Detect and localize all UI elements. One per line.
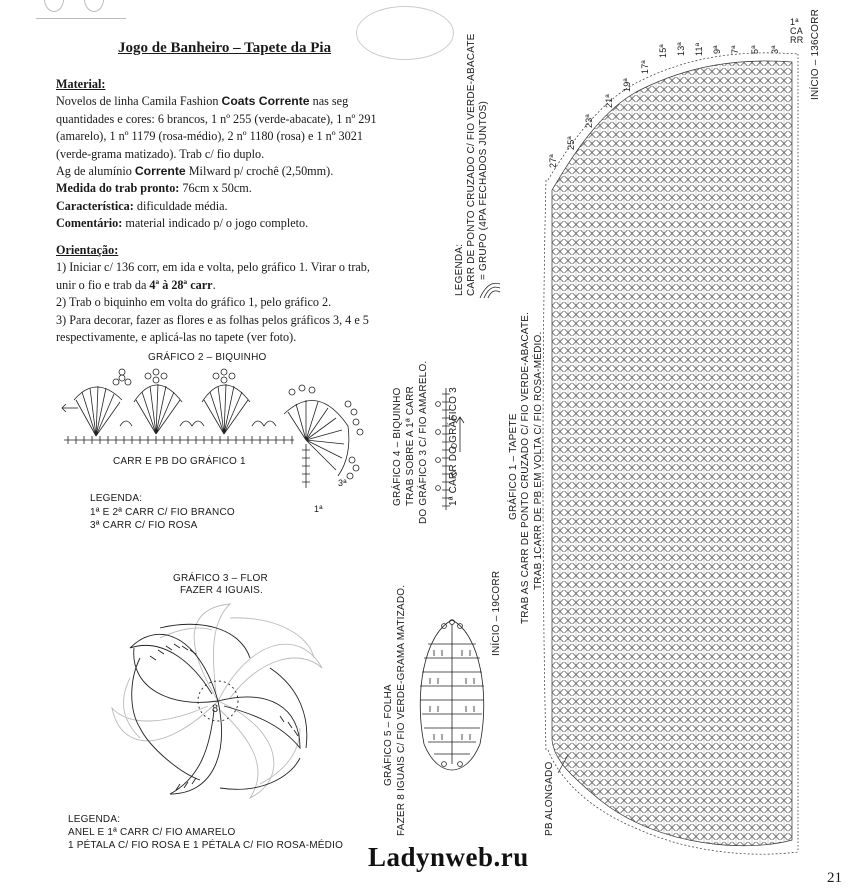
chart1-row-label: 17ª bbox=[640, 60, 650, 74]
chart1-row-label: 21ª bbox=[604, 94, 614, 108]
chart1-legend-item: CARR DE PONTO CRUZADO C/ FIO VERDE-ABACATE bbox=[466, 33, 477, 296]
rug-side-edge bbox=[543, 180, 546, 750]
chart5-leaf-diagram bbox=[414, 614, 490, 774]
chart1-legend-title: LEGENDA: bbox=[454, 243, 465, 296]
chart4-caption: 1ª CARR DO GRÁFICO 3 bbox=[448, 387, 459, 506]
chart1-row-label: 13ª bbox=[676, 42, 686, 56]
chart5-start-label: INÍCIO – 19CORR bbox=[491, 570, 502, 656]
chart4-note: TRAB SOBRE A 1ª CARR bbox=[405, 386, 416, 506]
material-section bbox=[56, 76, 436, 233]
chart1-legend-item: = GRUPO (4PA FECHADOS JUNTOS) bbox=[478, 100, 489, 280]
size-line: Medida do trab pronto: 76cm x 50cm. bbox=[56, 181, 252, 196]
chart1-row-label: 19ª bbox=[622, 78, 632, 92]
flower-petal-dark bbox=[130, 624, 307, 794]
chart1-note: TRAB AS CARR DE PONTO CRUZADO C/ FIO VERDE-ABACATE. bbox=[520, 311, 531, 624]
chart1-row-label: 23ª bbox=[584, 114, 594, 128]
material-line: Novelos de linha Camila Fashion Coats Corrente nas seg bbox=[56, 94, 349, 109]
chart2-row-label: 3ª bbox=[338, 478, 347, 488]
flower-center-number: 8 bbox=[212, 703, 219, 715]
chart3-legend-title: LEGENDA: bbox=[68, 814, 121, 825]
chart1-row-label: 27ª bbox=[548, 154, 558, 168]
fan-stitch-group bbox=[134, 369, 182, 434]
chart1-row-label: 5ª bbox=[750, 45, 760, 54]
chart4-title: GRÁFICO 4 – BIQUINHO bbox=[392, 387, 403, 506]
chart1-row-label: 15ª bbox=[658, 44, 668, 58]
corner-fan-stitch-group bbox=[284, 385, 363, 488]
chart4-note: DO GRÁFICO 3 C/ FIO AMARELO. bbox=[418, 360, 429, 524]
chart1-row-label: 25ª bbox=[566, 136, 576, 150]
chart3-flower-diagram bbox=[100, 598, 336, 804]
chart1-row-label: 11ª bbox=[694, 42, 704, 56]
chart3-legend-item: 1 PÉTALA C/ FIO ROSA E 1 PÉTALA C/ FIO ROSA-MÉDIO bbox=[68, 840, 344, 851]
chart1-note: TRAB 1CARR DE PB EM VOLTA C/ FIO ROSA-MÉDIO. bbox=[533, 331, 544, 590]
material-line: quantidades e cores: 6 brancos, 1 nº 255 (verde-abacate), 1 nº 291 bbox=[56, 111, 377, 126]
material-heading: Material: bbox=[56, 77, 106, 91]
base-row-stitches bbox=[64, 436, 294, 444]
orientation-heading: Orientação: bbox=[56, 243, 119, 257]
chart1-row-label: 9ª bbox=[712, 45, 722, 54]
group-stitch-icon bbox=[478, 278, 502, 300]
watermark: Ladynweb.ru bbox=[368, 842, 529, 872]
comment-line: Comentário: material indicado p/ o jogo completo. bbox=[56, 216, 309, 231]
chart2-row-label: 1ª bbox=[314, 504, 323, 514]
chart3-subtitle: FAZER 4 IGUAIS. bbox=[180, 585, 264, 596]
orientation-line: 1) Iniciar c/ 136 corr, em ida e volta, pelo gráfico 1. Virar o trab, bbox=[56, 260, 370, 275]
chart1-row-label: 3ª bbox=[770, 45, 780, 54]
characteristic-line: Característica: dificuldade média. bbox=[56, 198, 228, 213]
chart2-legend-item: 3ª CARR C/ FIO ROSA bbox=[90, 520, 198, 531]
chart2-legend-title: LEGENDA: bbox=[90, 493, 143, 504]
chart1-pb-label: PB ALONGADO bbox=[544, 761, 555, 836]
chart5-title: GRÁFICO 5 – FOLHA bbox=[383, 684, 394, 786]
page-title: Jogo de Banheiro – Tapete da Pia bbox=[118, 40, 332, 56]
orientation-line: unir o fio e trab da 4ª à 28ª carr. bbox=[56, 277, 216, 292]
chart3-title: GRÁFICO 3 – FLOR bbox=[173, 573, 268, 584]
material-line: (verde-grama matizado). Trab c/ fio duplo. bbox=[56, 146, 265, 161]
chart1-rug-diagram bbox=[540, 40, 810, 872]
page-number: 21 bbox=[827, 870, 842, 886]
material-line: Ag de alumínio Corrente Milward p/ crochê (2,50mm). bbox=[56, 164, 334, 179]
fan-stitch-group bbox=[74, 369, 131, 436]
orientation-line: 3) Para decorar, fazer as flores e as folhas pelos gráficos 3, 4 e 5 bbox=[56, 312, 369, 327]
orientation-line: 2) Trab o biquinho em volta do gráfico 1, pelo gráfico 2. bbox=[56, 295, 332, 310]
orientation-line: respectivamente, e aplicá-las no tapete (ver foto). bbox=[56, 330, 297, 345]
arrow-icon bbox=[455, 414, 465, 454]
chart5-note: FAZER 8 IGUAIS C/ FIO VERDE-GRAMA MATIZADO. bbox=[396, 584, 407, 836]
orientation-section bbox=[56, 242, 436, 346]
decorative-arc bbox=[356, 6, 454, 60]
chart1-row-label: 1ª CARR bbox=[790, 17, 804, 45]
chart2-title: GRÁFICO 2 – BIQUINHO bbox=[148, 352, 267, 363]
chart3-legend-item: ANEL E 1ª CARR C/ FIO AMARELO bbox=[68, 827, 236, 838]
fan-stitch-group bbox=[202, 369, 250, 434]
material-line: (amarelo), 1 nº 1179 (rosa-médio), 2 nº 1180 (rosa) e 1 nº 3021 bbox=[56, 129, 363, 144]
chart1-row-label: 7ª bbox=[730, 45, 740, 54]
rug-stitch-grid bbox=[548, 53, 798, 854]
chart1-title: GRÁFICO 1 – TAPETE bbox=[508, 413, 519, 520]
chart2-caption: CARR E PB DO GRÁFICO 1 bbox=[113, 456, 246, 467]
chart2-legend-item: 1ª E 2ª CARR C/ FIO BRANCO bbox=[90, 507, 235, 518]
chart1-start-label: INÍCIO – 136CORR bbox=[810, 8, 821, 100]
